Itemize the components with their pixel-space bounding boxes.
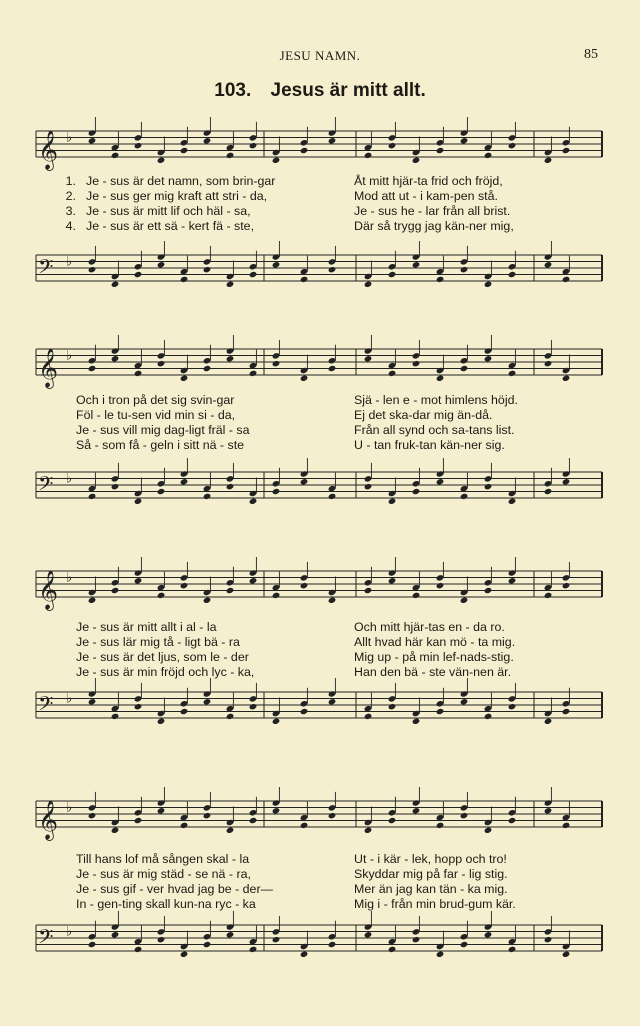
lyric-left: Je - sus lär mig tå - ligt bä - ra [76,635,240,649]
note-head [484,281,493,288]
note-head [508,271,517,278]
note-head [436,708,445,715]
note-head [226,355,235,362]
note-head [388,498,397,505]
note-head [328,941,337,948]
note-head [328,137,337,144]
note-head [388,577,397,584]
flat-icon: ♭ [66,471,73,487]
note-head [460,597,469,604]
treble-clef-icon: 𝄞 [38,130,59,170]
verse-line [36,867,602,882]
note-head [388,370,397,377]
flat-icon: ♭ [66,570,73,586]
verse-line [36,882,602,897]
note-head [300,822,309,829]
treble-clef-icon: 𝄞 [38,570,59,610]
note-head [460,941,469,948]
verse-line [36,650,602,665]
note-head [180,478,189,485]
note-head [134,271,143,278]
note-head [364,281,373,288]
note-head [300,147,309,154]
bass-staff [36,249,602,293]
note-head [364,931,373,938]
note-head [249,142,258,149]
note-head [508,142,517,149]
verse-number: 3. [65,204,76,218]
note-head [544,936,553,943]
note-head [88,698,97,705]
note-head [508,946,517,953]
note-head [364,713,373,720]
note-head [544,807,553,814]
note-head [272,261,281,268]
flat-icon: ♭ [66,800,73,816]
note-head [460,137,469,144]
note-head [249,370,258,377]
note-head [508,703,517,710]
note-head [226,483,235,490]
note-head [364,587,373,594]
lyric-right: Där så trygg jag kän-ner mig, [354,219,514,233]
note-head [508,370,517,377]
verse-line [36,897,602,912]
note-head [272,592,281,599]
note-head [436,582,445,589]
bass-clef-icon: 𝄢 [38,255,54,283]
lyric-right: Mod att ut - i kam-pen stå. [354,189,498,203]
note-head [412,261,421,268]
lyric-left: Je - sus gif - ver hvad jag be - der— [76,882,273,896]
note-head [226,931,235,938]
note-head [436,147,445,154]
note-head [203,365,212,372]
note-head [562,822,571,829]
note-head [412,718,421,725]
note-head [328,266,337,273]
note-head [111,281,120,288]
treble-staff [36,125,602,169]
note-head [544,718,553,725]
note-head [157,592,166,599]
flat-icon: ♭ [66,130,73,146]
treble-staff [36,343,602,387]
note-head [300,582,309,589]
note-head [484,713,493,720]
note-head [364,355,373,362]
note-head [180,147,189,154]
lyric-right: Sjä - len e - mot himlens höjd. [354,393,518,407]
lyric-left: Je - sus vill mig dag-ligt fräl - sa [76,423,250,437]
lyric-left: Je - sus är min fröjd och lyc - ka, [76,665,255,679]
note-head [412,488,421,495]
lyric-right: Och mitt hjär-tas en - da ro. [354,620,505,634]
note-head [203,137,212,144]
note-head [249,703,258,710]
treble-clef-icon: 𝄞 [38,348,59,388]
lyric-left: Till hans lof må sången skal - la [76,852,250,866]
note-head [388,271,397,278]
note-head [436,276,445,283]
note-head [111,152,120,159]
note-head [88,266,97,273]
bass-staff [36,466,602,510]
note-head [180,375,189,382]
note-head [249,817,258,824]
note-head [157,488,166,495]
note-head [460,266,469,273]
note-head [249,498,258,505]
note-head [272,936,281,943]
note-head [460,812,469,819]
note-head [111,355,120,362]
note-head [226,827,235,834]
note-head [364,483,373,490]
note-head [300,951,309,958]
note-head [180,582,189,589]
note-head [508,577,517,584]
note-head [134,946,143,953]
verse-line [36,620,602,635]
verse-line [36,438,602,453]
verse-line [36,665,602,680]
bass-staff [36,686,602,730]
note-head [328,365,337,372]
note-head [484,587,493,594]
note-head [157,936,166,943]
verse-line [36,635,602,650]
verse-number: 2. [65,189,76,203]
lyric-left: Och i tron på det sig svin-gar [76,393,235,407]
treble-staff [36,565,602,609]
lyric-left: Je - sus är det namn, som brin-gar [86,174,276,188]
note-head [562,276,571,283]
running-head: JESU NAMN. [279,48,361,63]
note-head [157,360,166,367]
treble-clef-icon: 𝄞 [38,800,59,840]
note-head [157,718,166,725]
note-head [249,271,258,278]
note-head [226,281,235,288]
note-head [562,708,571,715]
note-head [134,142,143,149]
verse-line [36,423,602,438]
note-head [412,157,421,164]
note-head [300,708,309,715]
flat-icon: ♭ [66,254,73,270]
note-head [508,817,517,824]
note-head [484,931,493,938]
note-head [328,812,337,819]
bass-clef-icon: 𝄢 [38,925,54,953]
note-head [272,157,281,164]
note-head [272,488,281,495]
note-head [544,592,553,599]
lyric-left: Je - sus är mig städ - se nä - ra, [76,867,251,881]
note-head [272,807,281,814]
lyric-right: Je - sus he - lar från all brist. [354,204,511,218]
note-head [412,592,421,599]
note-head [436,822,445,829]
verse-line [36,393,602,408]
note-head [226,587,235,594]
lyric-left: Je - sus är mitt allt i al - la [76,620,217,634]
note-head [111,931,120,938]
note-head [460,698,469,705]
note-head [508,498,517,505]
note-head [88,137,97,144]
verse-number: 4. [65,219,76,233]
note-head [460,493,469,500]
note-head [328,698,337,705]
lyric-right: Från all synd och sa-tans list. [354,423,515,437]
note-head [562,147,571,154]
note-head [300,375,309,382]
note-head [544,488,553,495]
note-head [544,360,553,367]
verse-block [36,852,602,912]
note-head [364,152,373,159]
lyric-left: Föl - le tu-sen vid min si - da, [76,408,236,422]
verse-line [36,189,602,204]
note-head [88,941,97,948]
note-head [180,951,189,958]
note-head [111,827,120,834]
note-head [180,822,189,829]
bass-clef-icon: 𝄢 [38,472,54,500]
note-head [412,936,421,943]
note-head [562,478,571,485]
note-head [412,807,421,814]
lyric-left: Je - sus är ett sä - kert fä - ste, [86,219,255,233]
verse-block [36,620,602,680]
note-head [111,713,120,720]
page-number: 85 [584,47,598,62]
lyric-right: Mig up - på min lef-nads-stig. [354,650,514,664]
lyric-left: Je - sus ger mig kraft att stri - da, [86,189,268,203]
lyric-left: Je - sus är mitt lif och häl - sa, [86,204,251,218]
verse-line [36,174,602,189]
note-head [111,483,120,490]
lyric-left: Je - sus är det ljus, som le - der [76,650,249,664]
note-head [226,713,235,720]
treble-staff [36,795,602,839]
note-head [388,703,397,710]
note-head [544,157,553,164]
note-head [484,483,493,490]
note-head [203,698,212,705]
note-head [328,597,337,604]
note-head [111,587,120,594]
flat-icon: ♭ [66,348,73,364]
note-head [134,498,143,505]
lyric-right: Allt hvad här kan mö - ta mig. [354,635,516,649]
note-head [300,276,309,283]
verse-number: 1. [65,174,76,188]
lyric-right: Åt mitt hjär-ta frid och fröjd, [354,174,503,188]
note-head [484,827,493,834]
note-head [203,941,212,948]
lyric-right: U - tan fruk-tan kän-ner sig. [354,438,505,452]
note-head [157,807,166,814]
note-head [484,355,493,362]
hymn-title-text: Jesus är mitt allt. [270,80,426,101]
hymn-number: 103. [214,80,252,101]
note-head [157,261,166,268]
note-head [180,708,189,715]
verse-line [36,408,602,423]
verse-block [36,393,602,453]
note-head [134,703,143,710]
note-head [226,152,235,159]
note-head [203,812,212,819]
note-head [134,577,143,584]
note-head [157,157,166,164]
note-head [436,375,445,382]
note-head [134,817,143,824]
note-head [412,360,421,367]
flat-icon: ♭ [66,924,73,940]
note-head [88,812,97,819]
note-head [484,152,493,159]
note-head [88,493,97,500]
note-head [249,577,258,584]
note-head [388,142,397,149]
hymn-title [0,80,640,102]
lyric-right: Ej det ska-dar mig än-då. [354,408,493,422]
note-head [203,597,212,604]
note-head [203,493,212,500]
note-head [272,718,281,725]
verse-line [36,204,602,219]
verse-line [36,219,602,234]
lyric-right: Skyddar mig på far - lig stig. [354,867,508,881]
note-head [562,582,571,589]
note-head [364,827,373,834]
bass-clef-icon: 𝄢 [38,692,54,720]
verse-line [36,852,602,867]
lyric-right: Ut - i kär - lek, hopp och tro! [354,852,507,866]
note-head [272,360,281,367]
note-head [544,261,553,268]
flat-icon: ♭ [66,691,73,707]
lyric-left: Så - som få - geln i sitt nä - ste [76,438,245,452]
note-head [180,276,189,283]
lyric-right: Mer än jag kan tän - ka mig. [354,882,508,896]
note-head [249,946,258,953]
note-head [88,597,97,604]
lyric-right: Han den bä - ste vän-nen är. [354,665,512,679]
note-head [328,493,337,500]
note-head [388,817,397,824]
note-head [436,478,445,485]
note-head [460,365,469,372]
note-head [300,478,309,485]
note-head [436,951,445,958]
note-head [203,266,212,273]
verse-block [36,174,602,234]
note-head [88,365,97,372]
lyric-right: Mig i - från min brud-gum kär. [354,897,516,911]
note-head [562,375,571,382]
lyric-left: In - gen-ting skall kun-na ryc - ka [76,897,256,911]
note-head [134,370,143,377]
note-head [562,951,571,958]
bass-staff [36,919,602,963]
note-head [388,946,397,953]
